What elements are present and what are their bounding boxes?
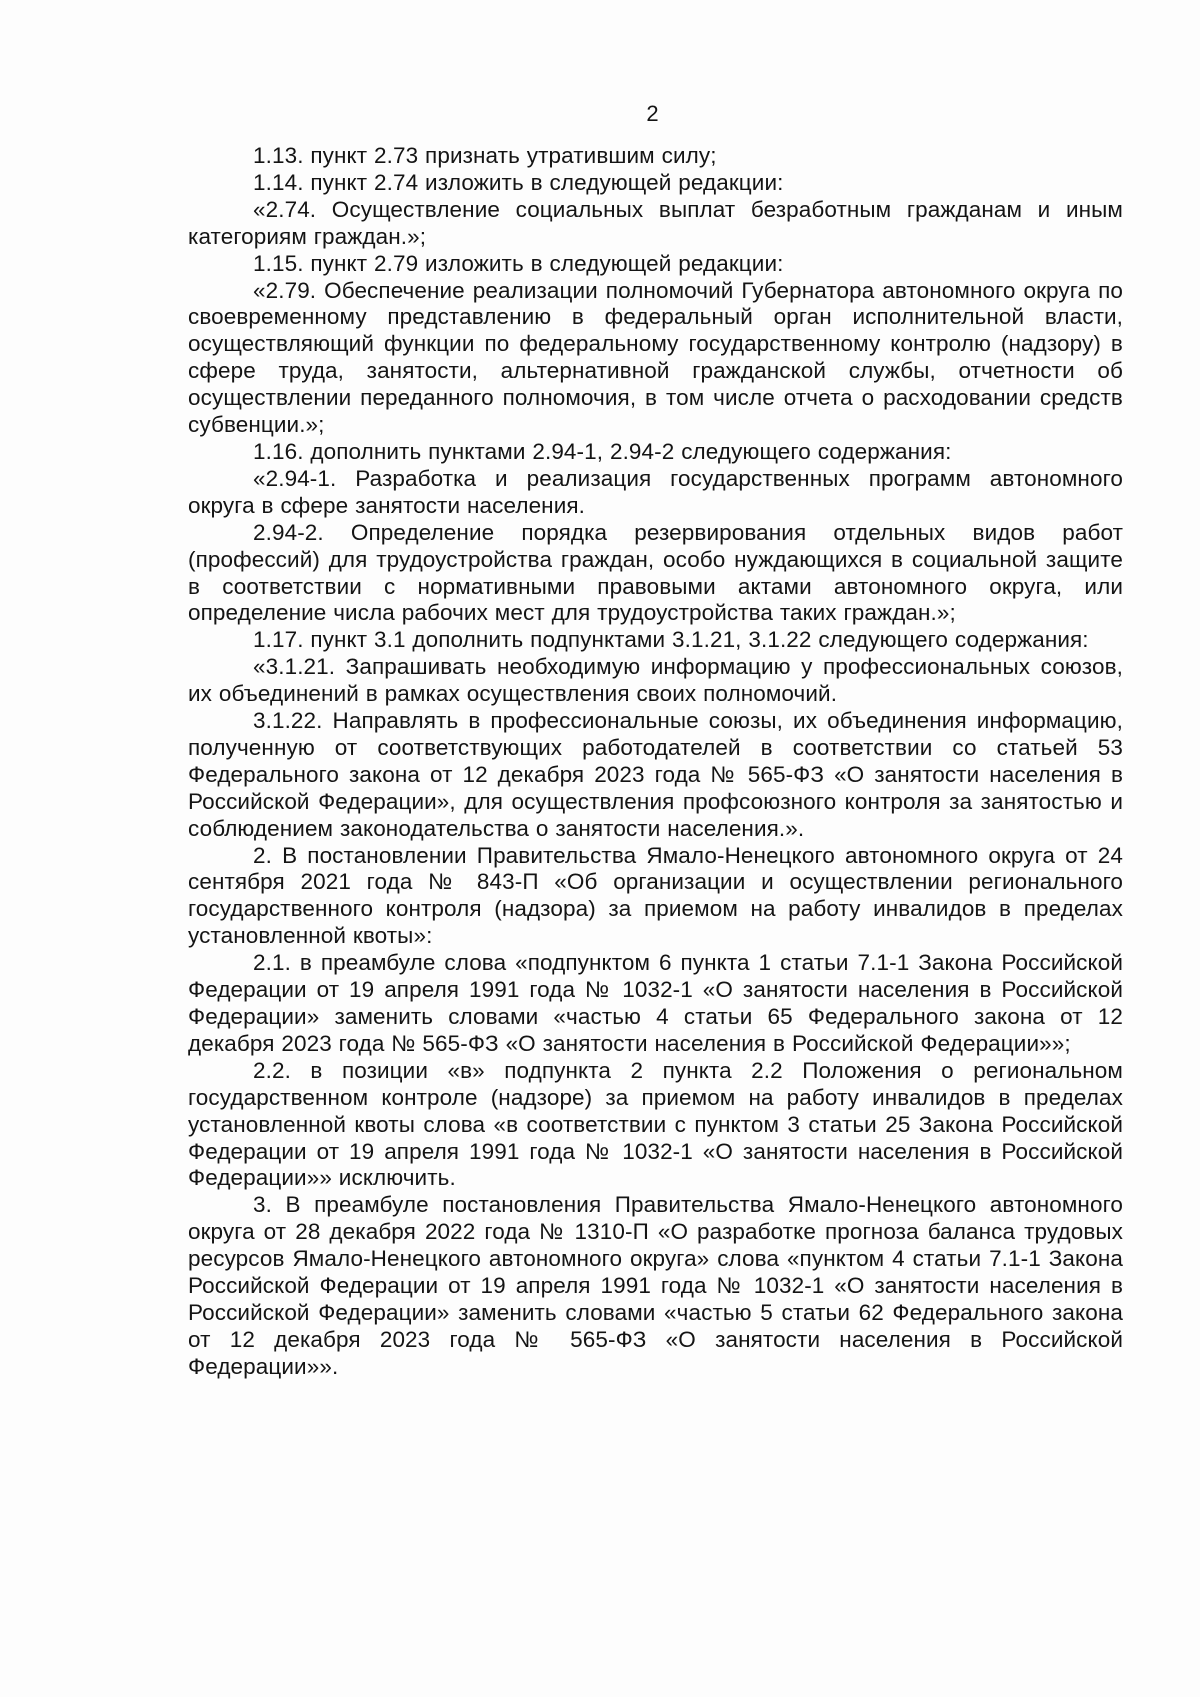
paragraph-2-94-1: «2.94-1. Разработка и реализация государственных программ автономного округа в сфере занятости населения. <box>188 465 1123 518</box>
paragraph-2-79: «2.79. Обеспечение реализации полномочий Губернатора автономного округа по своевременному представлению в федеральный орган исполнительной власти, осуществляющий функции по федеральному государственному контролю (надзору) в сфере труда, занятости, альтернативной гражданской службы, отчетности об осуществлении переданного полномочия, в том числе отчета о расходовании средств субвенции.»; <box>188 277 1123 438</box>
paragraph-1-15: 1.15. пункт 2.79 изложить в следующей редакции: <box>253 250 784 276</box>
paragraph-2: 2. В постановлении Правительства Ямало-Ненецкого автономного округа от 24 сентября 2021 года № 843-П «Об организации и осуществлении регионального государственного контроля (надзора) за приемом на работу инвалидов в пределах установленной квоты»: <box>188 842 1123 949</box>
paragraph-1-17: 1.17. пункт 3.1 дополнить подпунктами 3.1.21, 3.1.22 следующего содержания: <box>253 627 1089 653</box>
paragraph-2-1: 2.1. в преамбуле слова «подпунктом 6 пункта 1 статьи 7.1-1 Закона Российской Федерации от 19 апреля 1991 года № 1032-1 «О занятости населения в Российской Федерации» заменить словами «частью 4 статьи 65 Федерального закона от 12 декабря 2023 года № 565-ФЗ «О занятости населения в Российской Федерации»»; <box>188 950 1123 1056</box>
document-body <box>188 143 1123 1381</box>
paragraph-3: 3. В преамбуле постановления Правительства Ямало-Ненецкого автономного округа от 28 декабря 2022 года № 1310-П «О разработке прогноза баланса трудовых ресурсов Ямало-Ненецкого автономного округа» слова «пунктом 4 статьи 7.1-1 Закона Российской Федерации от 19 апреля 1991 года № 1032-1 «О занятости населения в Российской Федерации» заменить словами «частью 5 статьи 62 Федерального закона от 12 декабря 2023 года № 565-ФЗ «О занятости населения в Российской Федерации»». <box>188 1192 1123 1379</box>
paragraph-2-74: «2.74. Осуществление социальных выплат безработным гражданам и иным категориям граждан.»; <box>188 196 1123 249</box>
paragraph-3-1-21: «3.1.21. Запрашивать необходимую информацию у профессиональных союзов, их объединений в рамках осуществления своих полномочий. <box>188 654 1123 707</box>
paragraph-1-13: 1.13. пункт 2.73 признать утратившим силу; <box>253 143 717 168</box>
paragraph-1-16: 1.16. дополнить пунктами 2.94-1, 2.94-2 следующего содержания: <box>253 438 952 464</box>
paragraph-3-1-22: 3.1.22. Направлять в профессиональные союзы, их объединения информацию, полученную от соответствующих работодателей в соответствии со статьей 53 Федерального закона от 12 декабря 2023 года № 565-ФЗ «О занятости населения в Российской Федерации», для осуществления профсоюзного контроля за занятостью и соблюдением законодательства о занятости населения.». <box>188 708 1123 841</box>
page-number: 2 <box>646 101 659 126</box>
paragraph-2-94-2: 2.94-2. Определение порядка резервирования отдельных видов работ (профессий) для трудоустройства граждан, особо нуждающихся в социальной защите в соответствии с нормативными правовыми актами автономного округа, или определение числа рабочих мест для трудоустройства таких граждан.»; <box>188 519 1123 626</box>
paragraph-2-2: 2.2. в позиции «в» подпункта 2 пункта 2.2 Положения о региональном государственном контроле (надзоре) за приемом на работу инвалидов в пределах установленной квоты слова «в соответствии с пунктом 3 статьи 25 Закона Российской Федерации от 19 апреля 1991 года № 1032-1 «О занятости населения в Российской Федерации»» исключить. <box>188 1057 1123 1191</box>
paragraph-1-14: 1.14. пункт 2.74 изложить в следующей редакции: <box>253 169 784 195</box>
